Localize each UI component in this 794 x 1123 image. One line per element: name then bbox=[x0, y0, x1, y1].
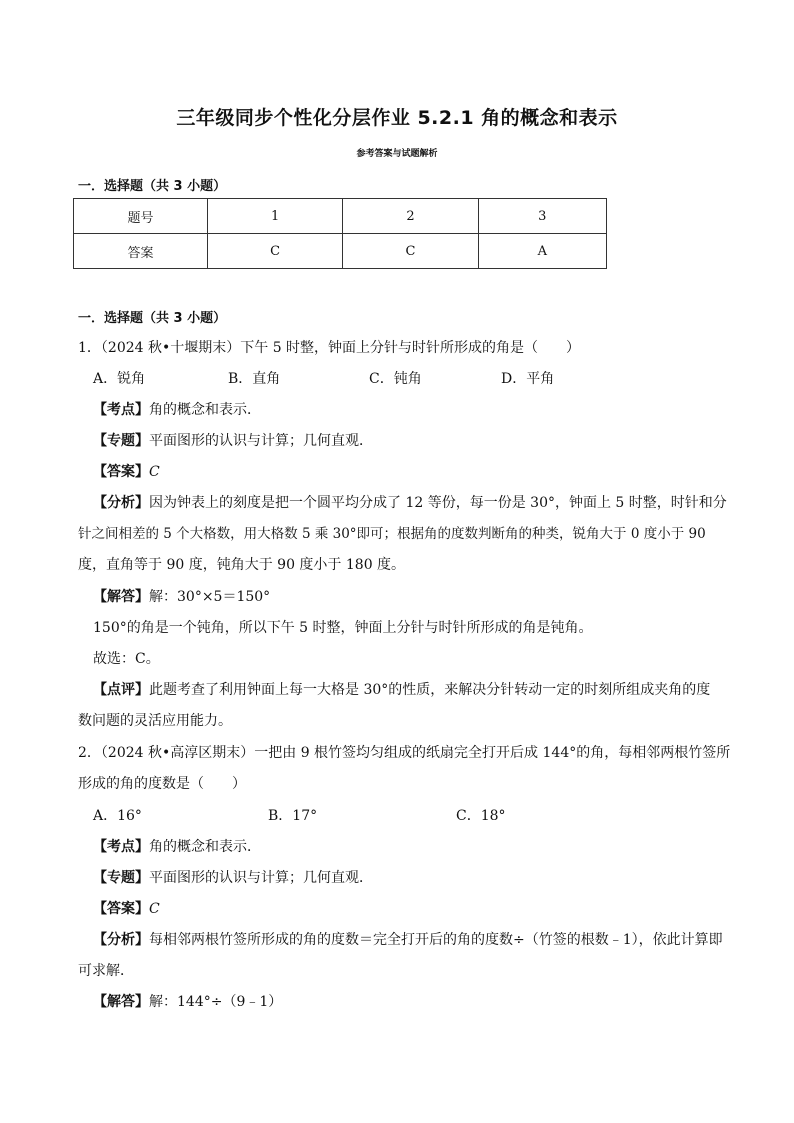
question-2-stem-line-2: 形成的角的度数是（ ） bbox=[78, 776, 246, 792]
q1-fenxi-line-1 bbox=[93, 493, 727, 513]
table-cell: 2 bbox=[343, 199, 478, 234]
q2-jieda bbox=[93, 992, 282, 1012]
q2-fenxi-line-1 bbox=[93, 930, 723, 950]
table-row bbox=[74, 199, 607, 234]
table-row bbox=[74, 234, 607, 269]
table-cell: C bbox=[208, 234, 343, 269]
q1-option-c: C．钝角 bbox=[369, 371, 422, 387]
q1-guxuan: 故选：C。 bbox=[93, 651, 160, 667]
q2-option-a: A．16° bbox=[93, 808, 142, 824]
zhuanti-text: 平面图形的认识与计算；几何直观． bbox=[149, 870, 373, 886]
fenxi-text: 因为钟表上的刻度是把一个圆平均分成了 12 等份，每一份是 30°，钟面上 5 时整，时针和分 bbox=[149, 495, 727, 511]
daan-text: C bbox=[149, 464, 160, 480]
q1-option-a: A．锐角 bbox=[93, 371, 146, 387]
table-cell: C bbox=[343, 234, 478, 269]
question-2-stem-line-1: 2．（2024 秋•高淳区期末）一把由 9 根竹签均匀组成的纸扇完全打开后成 144°的角，每相邻两根竹签所 bbox=[78, 745, 731, 761]
section-heading: 一．选择题（共 3 小题） bbox=[78, 311, 227, 326]
kaodian-tag: 【考点】 bbox=[93, 402, 149, 418]
daan-text: C bbox=[149, 901, 160, 917]
daan-tag: 【答案】 bbox=[93, 464, 149, 480]
q1-option-d: D．平角 bbox=[501, 371, 555, 387]
page-subtitle: 参考答案与试题解析 bbox=[356, 149, 438, 159]
q1-daan bbox=[93, 462, 160, 482]
jieda-tag: 【解答】 bbox=[93, 994, 149, 1010]
fenxi-text: 每相邻两根竹签所形成的角的度数＝完全打开后的角的度数÷（竹签的根数﹣1），依此计算即 bbox=[149, 932, 723, 948]
table-header-cell: 题号 bbox=[74, 199, 208, 234]
q1-fenxi-line-2: 针之间相差的 5 个大格数，用大格数 5 乘 30°即可；根据角的度数判断角的种类，锐角大于 0 度小于 90 bbox=[78, 526, 706, 542]
dianping-tag: 【点评】 bbox=[93, 682, 149, 698]
jieda-tag: 【解答】 bbox=[93, 589, 149, 605]
zhuanti-text: 平面图形的认识与计算；几何直观． bbox=[149, 433, 373, 449]
q1-dianping-line-2: 数问题的灵活应用能力。 bbox=[78, 713, 232, 729]
kaodian-text: 角的概念和表示． bbox=[149, 402, 261, 418]
q2-daan bbox=[93, 899, 160, 919]
table-cell: 1 bbox=[208, 199, 343, 234]
zhuanti-tag: 【专题】 bbox=[93, 433, 149, 449]
zhuanti-tag: 【专题】 bbox=[93, 870, 149, 886]
q2-option-c: C．18° bbox=[456, 808, 506, 824]
q2-zhuanti bbox=[93, 868, 373, 888]
page-title: 三年级同步个性化分层作业 5.2.1 角的概念和表示 bbox=[176, 107, 618, 129]
q1-dianping-line-1 bbox=[93, 680, 710, 700]
q1-fenxi-line-3: 度，直角等于 90 度，钝角大于 90 度小于 180 度。 bbox=[78, 557, 406, 573]
fenxi-tag: 【分析】 bbox=[93, 495, 149, 511]
q1-kaodian bbox=[93, 400, 261, 420]
jieda-text: 解：30°×5＝150° bbox=[149, 589, 271, 605]
table-header-cell: 答案 bbox=[74, 234, 208, 269]
answer-summary-table bbox=[73, 198, 607, 269]
question-1-stem: 1．（2024 秋•十堰期末）下午 5 时整，钟面上分针与时针所形成的角是（ ） bbox=[78, 340, 581, 356]
q2-fenxi-line-2: 可求解． bbox=[78, 963, 134, 979]
daan-tag: 【答案】 bbox=[93, 901, 149, 917]
table-cell: 3 bbox=[478, 199, 606, 234]
table-cell: A bbox=[478, 234, 606, 269]
kaodian-tag: 【考点】 bbox=[93, 839, 149, 855]
summary-heading: 一．选择题（共 3 小题） bbox=[78, 179, 227, 194]
fenxi-tag: 【分析】 bbox=[93, 932, 149, 948]
q1-option-b: B．直角 bbox=[228, 371, 281, 387]
q1-jieda-line-2: 150°的角是一个钝角，所以下午 5 时整，钟面上分针与时针所形成的角是钝角。 bbox=[93, 620, 593, 636]
jieda-text: 解：144°÷（9﹣1） bbox=[149, 994, 283, 1010]
q2-kaodian bbox=[93, 837, 261, 857]
kaodian-text: 角的概念和表示． bbox=[149, 839, 261, 855]
q1-jieda bbox=[93, 587, 270, 607]
q2-option-b: B．17° bbox=[268, 808, 318, 824]
q1-zhuanti bbox=[93, 431, 373, 451]
dianping-text: 此题考查了利用钟面上每一大格是 30°的性质，来解决分针转动一定的时刻所组成夹角的度 bbox=[149, 682, 711, 698]
